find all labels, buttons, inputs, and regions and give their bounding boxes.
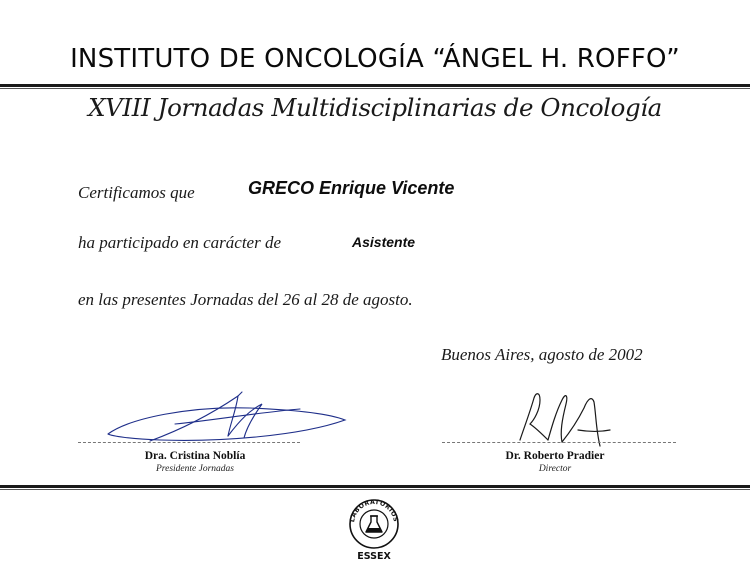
event-title: XVIII Jornadas Multidisciplinarias de Oncología: [88, 93, 662, 122]
left-signature-icon: [108, 392, 345, 441]
right-signature-line: [442, 442, 676, 443]
recipient-name: GRECO Enrique Vicente: [248, 178, 455, 198]
right-signer-name: Dr. Roberto Pradier: [505, 450, 605, 462]
place-date: Buenos Aires, agosto de 2002: [441, 345, 643, 364]
certify-label: Certificamos que: [78, 183, 195, 202]
dates-text: en las presentes Jornadas del 26 al 28 de agosto.: [78, 290, 413, 309]
svg-text:LABORATORIOS: [349, 499, 399, 523]
logo-arc-text: LABORATORIOS: [349, 498, 399, 523]
right-signer-title: Director: [538, 464, 572, 474]
role-label: ha participado en carácter de: [78, 233, 282, 252]
logo-name: ESSEX: [357, 551, 391, 562]
top-divider-thin: [0, 88, 750, 89]
left-signature-line: [78, 442, 300, 443]
bottom-divider: [0, 485, 750, 488]
left-signer-name: Dra. Cristina Noblía: [144, 450, 246, 462]
essex-logo-icon: [346, 494, 402, 562]
role-value: Asistente: [352, 234, 416, 250]
right-signature-icon: [520, 394, 610, 446]
institute-title: INSTITUTO DE ONCOLOGÍA “ÁNGEL H. ROFFO”: [70, 44, 680, 74]
bottom-divider-thin: [0, 489, 750, 490]
left-signer-title: Presidente Jornadas: [155, 464, 234, 474]
top-divider: [0, 84, 750, 87]
